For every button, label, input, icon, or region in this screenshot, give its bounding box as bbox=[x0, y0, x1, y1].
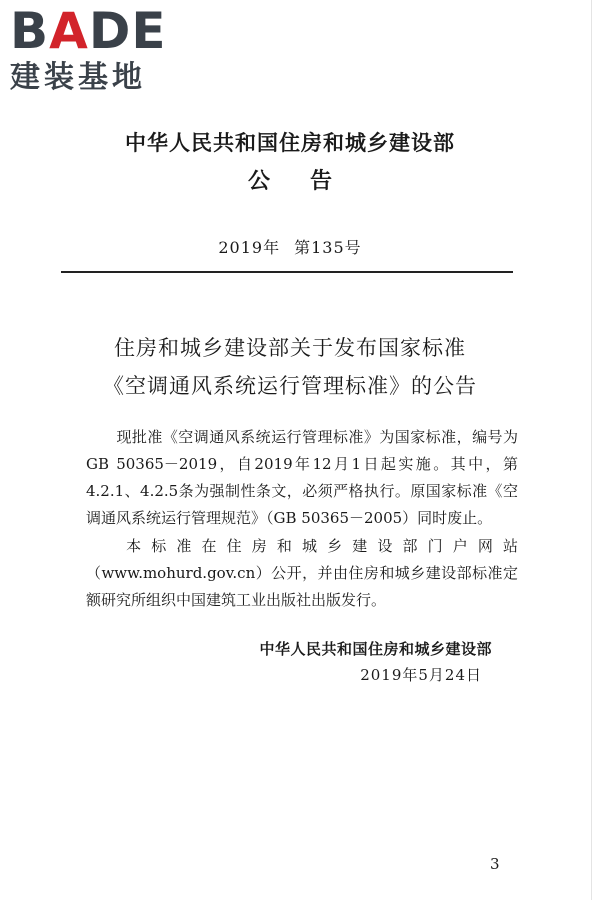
page-number: 3 bbox=[490, 855, 500, 873]
document-year: 2019年 bbox=[218, 238, 281, 257]
announcement-title-line-1: 住房和城乡建设部关于发布国家标准 bbox=[114, 336, 466, 360]
logo-tagline: 建装基地 bbox=[10, 60, 146, 95]
issue-date: 2019年5月24日 bbox=[360, 666, 482, 684]
document-type-heading: 公告 bbox=[247, 169, 372, 194]
bade-logo bbox=[10, 2, 180, 98]
document-number bbox=[0, 235, 580, 258]
issuing-agency-heading: 中华人民共和国住房和城乡建设部 bbox=[125, 131, 455, 155]
announcement-title-line-2: 《空调通风系统运行管理标准》的公告 bbox=[103, 374, 477, 398]
logo-accent-letter: A bbox=[49, 2, 89, 60]
issuer-signature: 中华人民共和国住房和城乡建设部 bbox=[259, 640, 492, 658]
logo-wordmark: BADE bbox=[10, 2, 167, 60]
body-paragraph-1: 现批准《空调通风系统运行管理标准》为国家标准，编号为GB 50365－2019，自2019年12月1日起实施。其中，第4.2.1、4.2.5条为强制性条文，必须严格执行。原国家标准《空调通风系统运行管理规范》（GB 50365－2005）同时废止。 bbox=[86, 428, 518, 527]
document-serial: 第135号 bbox=[294, 238, 362, 257]
page-edge bbox=[591, 0, 592, 900]
header-divider bbox=[61, 271, 513, 273]
body-paragraph-2: 本标准在住房和城乡建设部门户网站（www.mohurd.gov.cn）公开，并由住房和城乡建设部标准定额研究所组织中国建筑工业出版社出版发行。 bbox=[86, 537, 518, 609]
